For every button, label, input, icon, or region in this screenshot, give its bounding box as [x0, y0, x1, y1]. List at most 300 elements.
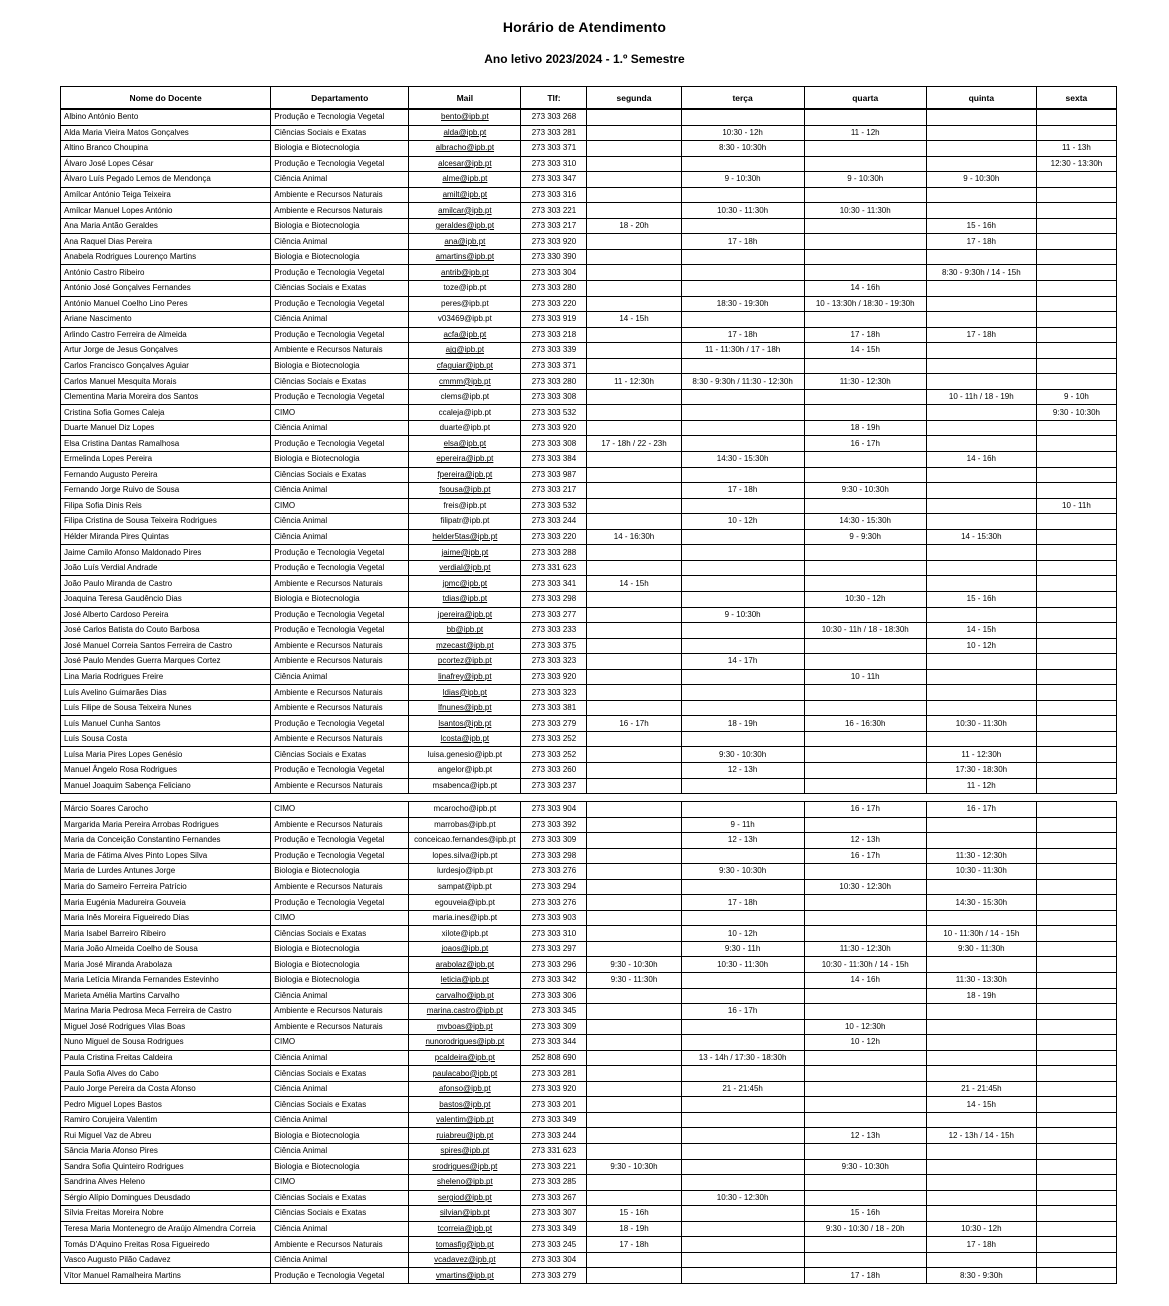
- schedule-cell-segunda: [587, 1081, 681, 1097]
- mail-link[interactable]: fsousa@ipb.pt: [439, 485, 491, 495]
- tlf-cell: 273 303 307: [521, 1206, 587, 1222]
- mail-link[interactable]: lsantos@ipb.pt: [438, 718, 492, 728]
- schedule-cell-terca: [681, 218, 804, 234]
- mail-link[interactable]: srodrigues@ipb.pt: [432, 1161, 498, 1171]
- schedule-cell-terca: [681, 731, 804, 747]
- schedule-cell-quarta: 10:30 - 11h / 18 - 18:30h: [804, 623, 926, 639]
- schedule-cell-sexta: [1036, 374, 1116, 390]
- departamento-cell: Ciência Animal: [271, 312, 409, 328]
- schedule-cell-quarta: [804, 1004, 926, 1020]
- tlf-cell: 273 303 267: [521, 1190, 587, 1206]
- mail-link[interactable]: tcorreia@ipb.pt: [437, 1224, 493, 1234]
- table-row: [61, 281, 1117, 297]
- schedule-cell-terca: [681, 358, 804, 374]
- schedule-cell-sexta: [1036, 716, 1116, 732]
- tlf-cell: 273 303 298: [521, 848, 587, 864]
- schedule-cell-quarta: [804, 265, 926, 281]
- mail-link[interactable]: epereira@ipb.pt: [436, 454, 494, 464]
- schedule-cell-sexta: [1036, 607, 1116, 623]
- schedule-cell-sexta: [1036, 1221, 1116, 1237]
- schedule-cell-quinta: 14 - 15:30h: [926, 529, 1036, 545]
- schedule-cell-quarta: 9:30 - 10:30 / 18 - 20h: [804, 1221, 926, 1237]
- mail-cell: [409, 203, 521, 219]
- departamento-cell: CIMO: [271, 802, 409, 818]
- schedule-cell-segunda: [587, 1004, 681, 1020]
- mail-link[interactable]: jaime@ipb.pt: [441, 547, 489, 557]
- schedule-cell-segunda: [587, 498, 681, 514]
- schedule-cell-segunda: [587, 607, 681, 623]
- mail-link[interactable]: tomasfig@ipb.pt: [435, 1239, 494, 1249]
- schedule-cell-quinta: [926, 187, 1036, 203]
- mail-link[interactable]: ajg@ipb.pt: [445, 345, 485, 355]
- schedule-cell-quinta: [926, 312, 1036, 328]
- schedule-cell-quarta: [804, 545, 926, 561]
- mail-link[interactable]: lcosta@ipb.pt: [440, 734, 490, 744]
- schedule-cell-sexta: [1036, 1237, 1116, 1253]
- mail-text: sampat@ipb.pt: [437, 882, 492, 891]
- schedule-cell-segunda: [587, 1066, 681, 1082]
- schedule-cell-segunda: [587, 638, 681, 654]
- mail-link[interactable]: leticia@ipb.pt: [440, 975, 489, 985]
- table-row: [61, 374, 1117, 390]
- mail-cell: [409, 560, 521, 576]
- docente-name-cell: Luís Avelino Guimarães Dias: [61, 685, 271, 701]
- schedule-cell-terca: [681, 1268, 804, 1284]
- docente-name-cell: Hélder Miranda Pires Quintas: [61, 529, 271, 545]
- table-row: [61, 973, 1117, 989]
- docente-name-cell: Miguel José Rodrigues Vilas Boas: [61, 1019, 271, 1035]
- schedule-cell-quinta: [926, 817, 1036, 833]
- mail-cell: [409, 1112, 521, 1128]
- schedule-cell-quinta: [926, 576, 1036, 592]
- mail-cell: [409, 988, 521, 1004]
- table-row: [61, 700, 1117, 716]
- schedule-cell-quarta: 9 - 9:30h: [804, 529, 926, 545]
- mail-link[interactable]: elsa@ipb.pt: [443, 438, 487, 448]
- mail-link[interactable]: valentim@ipb.pt: [436, 1115, 494, 1125]
- schedule-table-page-1: [60, 86, 1117, 794]
- mail-cell: [409, 926, 521, 942]
- departamento-cell: Ciência Animal: [271, 1081, 409, 1097]
- mail-cell: [409, 1159, 521, 1175]
- schedule-cell-segunda: [587, 452, 681, 468]
- docente-name-cell: Tomás D'Aquino Freitas Rosa Figueiredo: [61, 1237, 271, 1253]
- mail-link[interactable]: sergiod@ipb.pt: [437, 1192, 492, 1202]
- tlf-cell: 273 303 217: [521, 483, 587, 499]
- departamento-cell: Ciência Animal: [271, 988, 409, 1004]
- schedule-cell-segunda: [587, 420, 681, 436]
- mail-cell: [409, 109, 521, 125]
- schedule-cell-quinta: 11 - 12h: [926, 778, 1036, 794]
- schedule-cell-quinta: 21 - 21:45h: [926, 1081, 1036, 1097]
- schedule-cell-quinta: [926, 405, 1036, 421]
- schedule-cell-segunda: [587, 669, 681, 685]
- schedule-cell-terca: [681, 638, 804, 654]
- mail-cell: [409, 187, 521, 203]
- docente-name-cell: Ana Raquel Dias Pereira: [61, 234, 271, 250]
- mail-link[interactable]: fpereira@ipb.pt: [437, 469, 493, 479]
- mail-link[interactable]: ruiabreu@ipb.pt: [436, 1130, 494, 1140]
- schedule-cell-quinta: 9 - 10:30h: [926, 172, 1036, 188]
- schedule-cell-segunda: [587, 591, 681, 607]
- docente-name-cell: José Manuel Correia Santos Ferreira de Castro: [61, 638, 271, 654]
- mail-cell: [409, 747, 521, 763]
- mail-text: filipatr@ipb.pt: [440, 516, 490, 526]
- schedule-cell-quarta: 15 - 16h: [804, 1206, 926, 1222]
- schedule-cell-quinta: 14 - 15h: [926, 1097, 1036, 1113]
- schedule-cell-quarta: [804, 864, 926, 880]
- schedule-cell-quinta: [926, 281, 1036, 297]
- mail-link[interactable]: verdial@ipb.pt: [439, 563, 491, 573]
- schedule-cell-quinta: 14:30 - 15:30h: [926, 895, 1036, 911]
- tlf-cell: 273 303 217: [521, 218, 587, 234]
- mail-link[interactable]: antrib@ipb.pt: [441, 267, 489, 277]
- schedule-cell-segunda: [587, 654, 681, 670]
- schedule-cell-segunda: [587, 389, 681, 405]
- schedule-cell-quinta: [926, 109, 1036, 125]
- schedule-cell-quarta: [804, 467, 926, 483]
- schedule-cell-quinta: 11:30 - 13:30h: [926, 973, 1036, 989]
- departamento-cell: Produção e Tecnologia Vegetal: [271, 109, 409, 125]
- mail-link[interactable]: bento@ipb.pt: [441, 112, 489, 122]
- departamento-cell: CIMO: [271, 1175, 409, 1191]
- schedule-cell-quinta: [926, 498, 1036, 514]
- schedule-cell-sexta: [1036, 327, 1116, 343]
- table-row: [61, 1097, 1117, 1113]
- mail-link[interactable]: ldias@ipb.pt: [442, 687, 487, 697]
- departamento-cell: Biologia e Biotecnologia: [271, 141, 409, 157]
- schedule-cell-terca: [681, 109, 804, 125]
- table-row: [61, 1252, 1117, 1268]
- mail-cell: [409, 483, 521, 499]
- schedule-cell-segunda: [587, 941, 681, 957]
- mail-cell: [409, 669, 521, 685]
- schedule-cell-quarta: [804, 1066, 926, 1082]
- mail-link[interactable]: cmmm@ipb.pt: [439, 376, 491, 386]
- docente-name-cell: Manuel Ângelo Rosa Rodrigues: [61, 762, 271, 778]
- departamento-cell: Produção e Tecnologia Vegetal: [271, 545, 409, 561]
- docente-name-cell: Márcio Soares Carocho: [61, 802, 271, 818]
- mail-link[interactable]: alda@ipb.pt: [443, 127, 487, 137]
- mail-link[interactable]: sheleno@ipb.pt: [437, 1177, 493, 1187]
- mail-link[interactable]: bastos@ipb.pt: [439, 1099, 491, 1109]
- mail-cell: [409, 1144, 521, 1160]
- mail-cell: [409, 638, 521, 654]
- departamento-cell: CIMO: [271, 498, 409, 514]
- table-row: [61, 778, 1117, 794]
- docente-name-cell: Clementina Maria Moreira dos Santos: [61, 389, 271, 405]
- schedule-cell-sexta: [1036, 1050, 1116, 1066]
- schedule-cell-sexta: [1036, 249, 1116, 265]
- mail-link[interactable]: geraldes@ipb.pt: [435, 221, 495, 231]
- schedule-cell-terca: [681, 249, 804, 265]
- departamento-cell: Ciência Animal: [271, 514, 409, 530]
- departamento-cell: Ciências Sociais e Exatas: [271, 1097, 409, 1113]
- tlf-cell: 273 303 920: [521, 420, 587, 436]
- mail-link[interactable]: afonso@ipb.pt: [439, 1084, 491, 1094]
- docente-name-cell: Marina Maria Pedrosa Meca Ferreira de Castro: [61, 1004, 271, 1020]
- tlf-cell: 273 303 392: [521, 817, 587, 833]
- tlf-cell: 273 303 276: [521, 895, 587, 911]
- departamento-cell: Ambiente e Recursos Naturais: [271, 638, 409, 654]
- mail-cell: [409, 879, 521, 895]
- schedule-cell-quinta: [926, 1159, 1036, 1175]
- mail-link[interactable]: albracho@ipb.pt: [435, 143, 495, 153]
- tlf-cell: 273 303 345: [521, 1004, 587, 1020]
- schedule-cell-segunda: [587, 1268, 681, 1284]
- table-row: [61, 1050, 1117, 1066]
- docente-name-cell: Luís Sousa Costa: [61, 731, 271, 747]
- schedule-cell-sexta: [1036, 203, 1116, 219]
- mail-text: marrobas@ipb.pt: [434, 819, 496, 829]
- schedule-cell-sexta: [1036, 467, 1116, 483]
- docente-name-cell: José Alberto Cardoso Pereira: [61, 607, 271, 623]
- mail-link[interactable]: ana@ipb.pt: [444, 236, 486, 246]
- mail-link[interactable]: paulacabo@ipb.pt: [432, 1068, 498, 1078]
- mail-link[interactable]: tdias@ipb.pt: [442, 594, 488, 604]
- mail-link[interactable]: helder5tas@ipb.pt: [432, 532, 498, 542]
- mail-cell: [409, 1128, 521, 1144]
- schedule-cell-quinta: [926, 545, 1036, 561]
- table-row: [61, 1206, 1117, 1222]
- mail-link[interactable]: cfaguiar@ipb.pt: [436, 361, 493, 371]
- schedule-cell-sexta: [1036, 1144, 1116, 1160]
- docente-name-cell: Rui Miguel Vaz de Abreu: [61, 1128, 271, 1144]
- tlf-cell: 273 303 347: [521, 172, 587, 188]
- docente-name-cell: Jaime Camilo Afonso Maldonado Pires: [61, 545, 271, 561]
- table-row: [61, 941, 1117, 957]
- mail-link[interactable]: amartins@ipb.pt: [435, 252, 495, 262]
- schedule-cell-terca: 10:30 - 12h: [681, 125, 804, 141]
- schedule-cell-segunda: [587, 747, 681, 763]
- schedule-cell-sexta: [1036, 1019, 1116, 1035]
- schedule-cell-sexta: [1036, 529, 1116, 545]
- mail-cell: [409, 1019, 521, 1035]
- table-row: [61, 762, 1117, 778]
- schedule-cell-sexta: [1036, 281, 1116, 297]
- mail-link[interactable]: carvalho@ipb.pt: [435, 990, 494, 1000]
- table-row: [61, 607, 1117, 623]
- mail-text: lopes.silva@ipb.pt: [432, 850, 498, 860]
- table-row: [61, 187, 1117, 203]
- table-row: [61, 560, 1117, 576]
- mail-cell: [409, 1066, 521, 1082]
- table-row: [61, 389, 1117, 405]
- schedule-cell-terca: 21 - 21:45h: [681, 1081, 804, 1097]
- schedule-cell-quarta: [804, 1252, 926, 1268]
- mail-cell: [409, 405, 521, 421]
- schedule-cell-quarta: [804, 389, 926, 405]
- schedule-cell-terca: 10:30 - 12:30h: [681, 1190, 804, 1206]
- mail-text: angelor@ipb.pt: [437, 765, 493, 775]
- schedule-cell-quarta: [804, 1112, 926, 1128]
- departamento-cell: Produção e Tecnologia Vegetal: [271, 1268, 409, 1284]
- departamento-cell: Ciências Sociais e Exatas: [271, 374, 409, 390]
- mail-link[interactable]: vcadavez@ipb.pt: [434, 1255, 496, 1265]
- schedule-cell-segunda: [587, 864, 681, 880]
- departamento-cell: Produção e Tecnologia Vegetal: [271, 265, 409, 281]
- mail-link[interactable]: vmartins@ipb.pt: [435, 1270, 494, 1280]
- docente-name-cell: Joaquina Teresa Gaudêncio Dias: [61, 591, 271, 607]
- schedule-cell-sexta: [1036, 1206, 1116, 1222]
- schedule-cell-segunda: 18 - 20h: [587, 218, 681, 234]
- schedule-cell-segunda: [587, 910, 681, 926]
- docente-name-cell: Amílcar António Teiga Teixeira: [61, 187, 271, 203]
- mail-link[interactable]: pcortez@ipb.pt: [437, 656, 492, 666]
- schedule-cell-quinta: [926, 420, 1036, 436]
- mail-link[interactable]: joaos@ipb.pt: [441, 944, 489, 954]
- schedule-cell-terca: [681, 669, 804, 685]
- docente-name-cell: Anabela Rodrigues Lourenço Martins: [61, 249, 271, 265]
- tlf-cell: 273 303 280: [521, 281, 587, 297]
- schedule-cell-quarta: [804, 1237, 926, 1253]
- mail-link[interactable]: acfa@ipb.pt: [443, 329, 487, 339]
- tlf-cell: 273 303 310: [521, 926, 587, 942]
- schedule-cell-quinta: [926, 879, 1036, 895]
- schedule-cell-segunda: [587, 1175, 681, 1191]
- mail-link[interactable]: spires@ipb.pt: [440, 1146, 490, 1156]
- mail-link[interactable]: mzecast@ipb.pt: [436, 640, 494, 650]
- mail-text: conceicao.fernandes@ipb.pt: [414, 835, 516, 845]
- departamento-cell: Ciências Sociais e Exatas: [271, 1066, 409, 1082]
- docente-name-cell: António Manuel Coelho Lino Peres: [61, 296, 271, 312]
- departamento-cell: Ambiente e Recursos Naturais: [271, 700, 409, 716]
- schedule-cell-quarta: [804, 685, 926, 701]
- schedule-cell-terca: 10:30 - 11:30h: [681, 203, 804, 219]
- mail-link[interactable]: marina.castro@ipb.pt: [426, 1006, 503, 1016]
- schedule-cell-quinta: 10 - 12h: [926, 638, 1036, 654]
- mail-link[interactable]: jpmc@ipb.pt: [442, 578, 488, 588]
- schedule-cell-terca: [681, 685, 804, 701]
- col-header-mail: Mail: [409, 87, 521, 110]
- schedule-cell-quarta: 14:30 - 15:30h: [804, 514, 926, 530]
- docente-name-cell: Paula Sofia Alves do Cabo: [61, 1066, 271, 1082]
- docente-name-cell: Amílcar Manuel Lopes António: [61, 203, 271, 219]
- mail-text: clems@ipb.pt: [440, 392, 490, 402]
- schedule-cell-segunda: [587, 731, 681, 747]
- mail-link[interactable]: arabolaz@ipb.pt: [435, 959, 495, 969]
- table-row: [61, 833, 1117, 849]
- mail-link[interactable]: alme@ipb.pt: [442, 174, 488, 184]
- schedule-cell-quinta: [926, 833, 1036, 849]
- tlf-cell: 273 303 244: [521, 514, 587, 530]
- table-row: [61, 296, 1117, 312]
- schedule-cell-quarta: [804, 452, 926, 468]
- mail-cell: [409, 156, 521, 172]
- schedule-cell-sexta: [1036, 218, 1116, 234]
- schedule-cell-segunda: [587, 1112, 681, 1128]
- table-row: [61, 1268, 1117, 1284]
- schedule-cell-sexta: [1036, 762, 1116, 778]
- mail-link[interactable]: jpereira@ipb.pt: [437, 609, 493, 619]
- mail-link[interactable]: nunorodrigues@ipb.pt: [425, 1037, 505, 1047]
- schedule-cell-terca: [681, 560, 804, 576]
- schedule-cell-terca: [681, 591, 804, 607]
- departamento-cell: Ciência Animal: [271, 669, 409, 685]
- table-row: [61, 638, 1117, 654]
- mail-link[interactable]: bb@ipb.pt: [446, 625, 484, 635]
- table-row: [61, 623, 1117, 639]
- docente-name-cell: Albino António Bento: [61, 109, 271, 125]
- schedule-cell-terca: [681, 389, 804, 405]
- tlf-cell: 273 303 323: [521, 654, 587, 670]
- tlf-cell: 273 303 285: [521, 1175, 587, 1191]
- tlf-cell: 273 303 221: [521, 1159, 587, 1175]
- schedule-cell-sexta: [1036, 778, 1116, 794]
- schedule-cell-segunda: [587, 623, 681, 639]
- departamento-cell: Produção e Tecnologia Vegetal: [271, 895, 409, 911]
- mail-link[interactable]: amilt@ipb.pt: [442, 190, 488, 199]
- schedule-cell-terca: [681, 1252, 804, 1268]
- schedule-cell-segunda: 14 - 15h: [587, 312, 681, 328]
- schedule-cell-quarta: 17 - 18h: [804, 1268, 926, 1284]
- docente-name-cell: António José Gonçalves Fernandes: [61, 281, 271, 297]
- mail-link[interactable]: mvboas@ipb.pt: [437, 1021, 493, 1031]
- docente-name-cell: Fernando Jorge Ruivo de Sousa: [61, 483, 271, 499]
- mail-cell: [409, 591, 521, 607]
- docente-name-cell: António Castro Ribeiro: [61, 265, 271, 281]
- schedule-cell-sexta: 11 - 13h: [1036, 141, 1116, 157]
- mail-cell: [409, 1221, 521, 1237]
- schedule-cell-sexta: 10 - 11h: [1036, 498, 1116, 514]
- tlf-cell: 273 303 279: [521, 1268, 587, 1284]
- departamento-cell: Ambiente e Recursos Naturais: [271, 187, 409, 203]
- mail-link[interactable]: silvian@ipb.pt: [439, 1208, 490, 1218]
- schedule-cell-terca: 10 - 12h: [681, 514, 804, 530]
- schedule-cell-terca: 17 - 18h: [681, 483, 804, 499]
- schedule-cell-terca: [681, 529, 804, 545]
- schedule-cell-segunda: [587, 1190, 681, 1206]
- table-row: [61, 265, 1117, 281]
- schedule-cell-sexta: [1036, 1081, 1116, 1097]
- schedule-cell-terca: [681, 156, 804, 172]
- schedule-cell-segunda: [587, 685, 681, 701]
- tlf-cell: 252 808 690: [521, 1050, 587, 1066]
- schedule-cell-sexta: [1036, 700, 1116, 716]
- mail-cell: [409, 817, 521, 833]
- table-row: [61, 545, 1117, 561]
- tlf-cell: 273 303 306: [521, 988, 587, 1004]
- departamento-cell: CIMO: [271, 910, 409, 926]
- mail-link[interactable]: amilcar@ipb.pt: [438, 205, 492, 215]
- schedule-cell-segunda: [587, 700, 681, 716]
- departamento-cell: Produção e Tecnologia Vegetal: [271, 848, 409, 864]
- docente-name-cell: Manuel Joaquim Sabença Feliciano: [61, 778, 271, 794]
- schedule-cell-quinta: [926, 1252, 1036, 1268]
- schedule-cell-terca: [681, 1019, 804, 1035]
- schedule-cell-quarta: 10:30 - 11:30h / 14 - 15h: [804, 957, 926, 973]
- mail-link[interactable]: pcaldeira@ipb.pt: [434, 1053, 495, 1063]
- schedule-cell-terca: [681, 576, 804, 592]
- mail-link[interactable]: lfnunes@ipb.pt: [438, 703, 492, 713]
- schedule-cell-segunda: [587, 234, 681, 250]
- departamento-cell: Ambiente e Recursos Naturais: [271, 654, 409, 670]
- schedule-cell-quinta: [926, 1175, 1036, 1191]
- departamento-cell: Biologia e Biotecnologia: [271, 249, 409, 265]
- departamento-cell: Ciências Sociais e Exatas: [271, 1190, 409, 1206]
- col-header-terca: terça: [681, 87, 804, 110]
- tlf-cell: 273 303 220: [521, 529, 587, 545]
- mail-link[interactable]: alcesar@ipb.pt: [438, 158, 492, 168]
- mail-cell: [409, 1050, 521, 1066]
- departamento-cell: Ciência Animal: [271, 529, 409, 545]
- tlf-cell: 273 303 371: [521, 358, 587, 374]
- mail-link[interactable]: linafrey@ipb.pt: [438, 671, 492, 681]
- docente-name-cell: Sandrina Alves Heleno: [61, 1175, 271, 1191]
- mail-text: egouveia@ipb.pt: [434, 897, 495, 907]
- tlf-cell: 273 303 904: [521, 802, 587, 818]
- schedule-cell-terca: 10 - 12h: [681, 926, 804, 942]
